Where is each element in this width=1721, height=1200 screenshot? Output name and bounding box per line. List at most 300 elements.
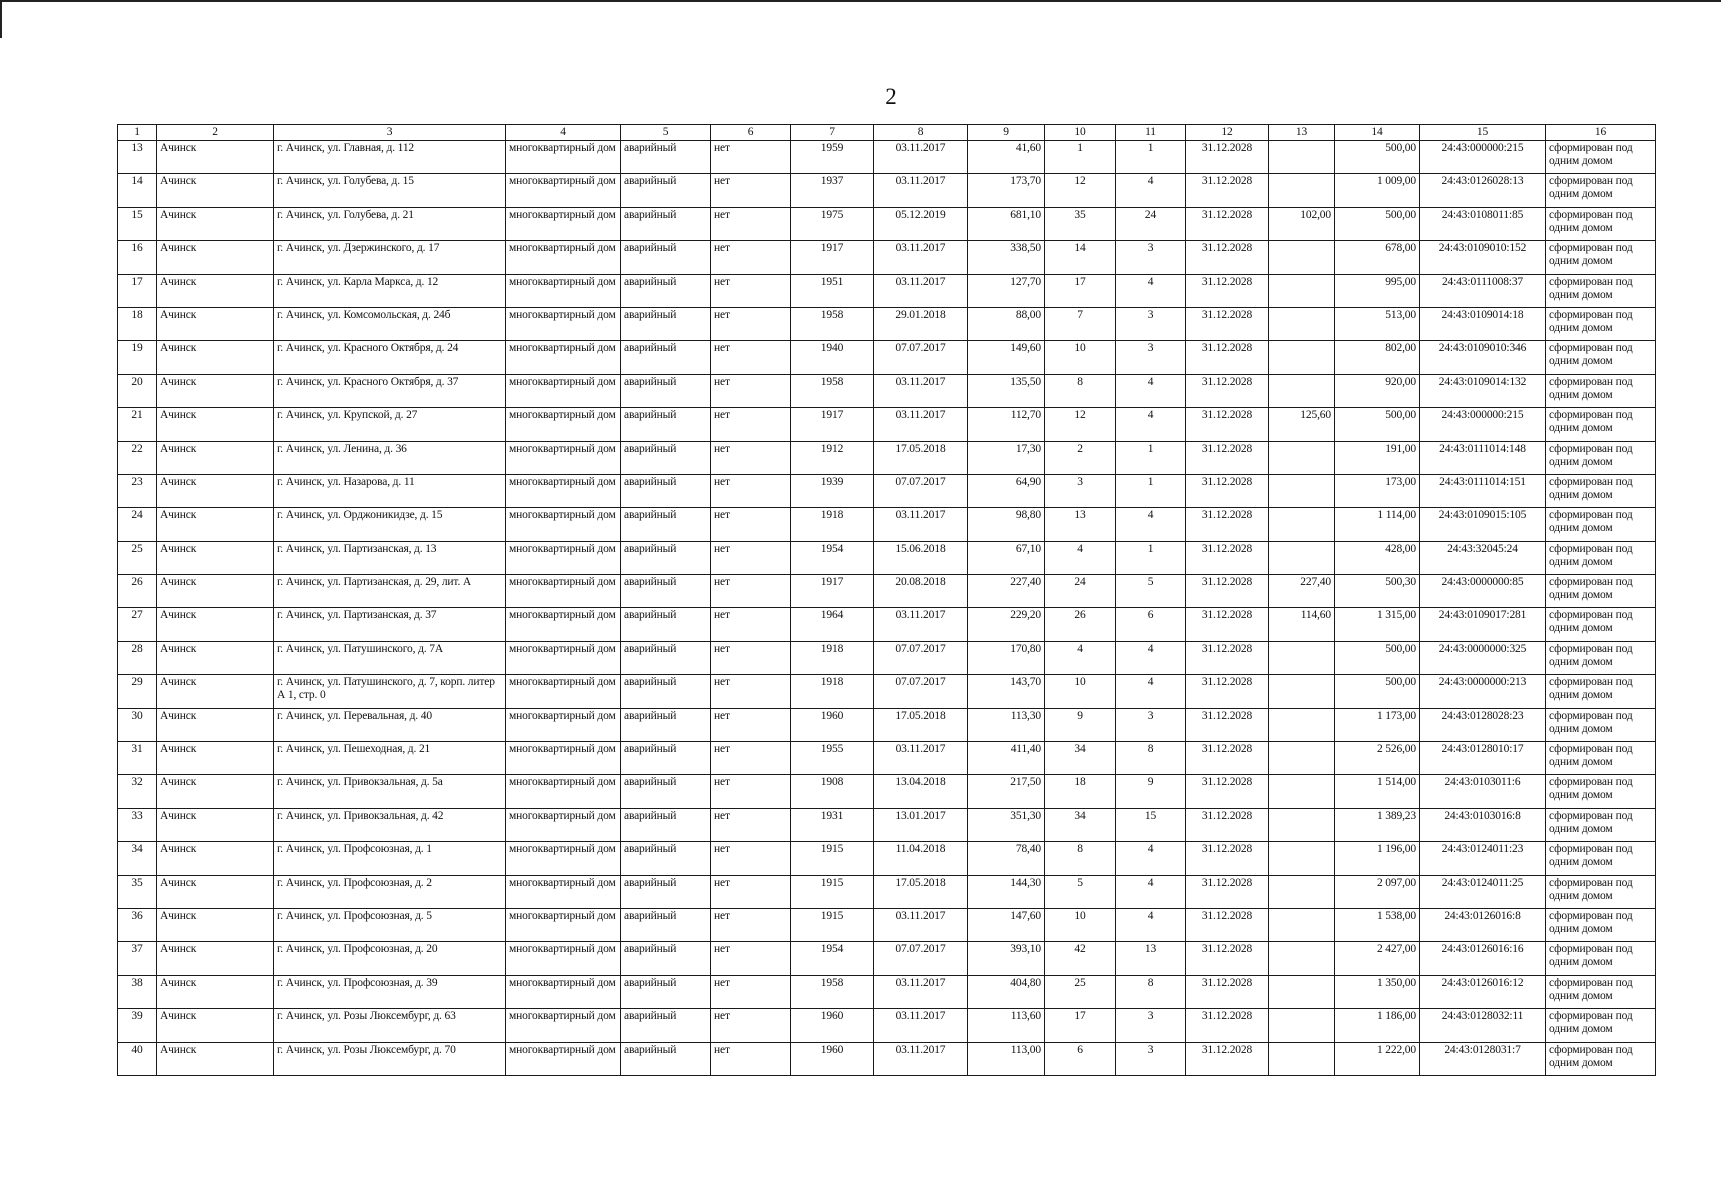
cell-col-16: сформирован под одним домом	[1546, 1009, 1656, 1042]
cell-col-6: нет	[711, 842, 791, 875]
cell-col-12: 31.12.2028	[1186, 274, 1269, 307]
cell-col-13	[1269, 374, 1335, 407]
cell-col-6: нет	[711, 241, 791, 274]
cell-col-3: г. Ачинск, ул. Розы Люксембург, д. 63	[274, 1009, 506, 1042]
cell-col-1: 35	[118, 875, 157, 908]
cell-col-15: 24:43:0126028:13	[1420, 174, 1546, 207]
cell-col-3: г. Ачинск, ул. Назарова, д. 11	[274, 474, 506, 507]
table-row	[118, 708, 1656, 741]
cell-col-13	[1269, 307, 1335, 340]
cell-col-4: многоквартирный дом	[506, 1009, 621, 1042]
cell-col-10: 42	[1045, 942, 1116, 975]
table-row	[118, 408, 1656, 441]
cell-col-5: аварийный	[621, 307, 711, 340]
cell-col-16: сформирован под одним домом	[1546, 742, 1656, 775]
cell-col-7: 1915	[791, 842, 874, 875]
cell-col-8: 03.11.2017	[874, 508, 968, 541]
cell-col-9: 681,10	[968, 207, 1045, 240]
cell-col-7: 1917	[791, 241, 874, 274]
cell-col-14: 1 186,00	[1335, 1009, 1420, 1042]
cell-col-7: 1975	[791, 207, 874, 240]
cell-col-7: 1908	[791, 775, 874, 808]
cell-col-7: 1964	[791, 608, 874, 641]
cell-col-2: Ачинск	[157, 875, 274, 908]
cell-col-7: 1917	[791, 408, 874, 441]
cell-col-2: Ачинск	[157, 474, 274, 507]
cell-col-15: 24:43:0126016:12	[1420, 975, 1546, 1008]
cell-col-13	[1269, 1042, 1335, 1075]
cell-col-4: многоквартирный дом	[506, 474, 621, 507]
cell-col-3: г. Ачинск, ул. Крупской, д. 27	[274, 408, 506, 441]
cell-col-8: 03.11.2017	[874, 742, 968, 775]
cell-col-16: сформирован под одним домом	[1546, 341, 1656, 374]
cell-col-13: 114,60	[1269, 608, 1335, 641]
cell-col-12: 31.12.2028	[1186, 1009, 1269, 1042]
cell-col-5: аварийный	[621, 207, 711, 240]
cell-col-4: многоквартирный дом	[506, 441, 621, 474]
cell-col-8: 15.06.2018	[874, 541, 968, 574]
cell-col-12: 31.12.2028	[1186, 1042, 1269, 1075]
cell-col-11: 15	[1116, 808, 1186, 841]
cell-col-11: 3	[1116, 1042, 1186, 1075]
cell-col-1: 18	[118, 307, 157, 340]
cell-col-6: нет	[711, 207, 791, 240]
cell-col-1: 20	[118, 374, 157, 407]
cell-col-11: 8	[1116, 742, 1186, 775]
cell-col-1: 16	[118, 241, 157, 274]
cell-col-4: многоквартирный дом	[506, 575, 621, 608]
cell-col-4: многоквартирный дом	[506, 174, 621, 207]
cell-col-4: многоквартирный дом	[506, 908, 621, 941]
cell-col-8: 03.11.2017	[874, 374, 968, 407]
cell-col-2: Ачинск	[157, 241, 274, 274]
cell-col-1: 15	[118, 207, 157, 240]
cell-col-13: 227,40	[1269, 575, 1335, 608]
cell-col-10: 35	[1045, 207, 1116, 240]
cell-col-5: аварийный	[621, 942, 711, 975]
cell-col-8: 03.11.2017	[874, 174, 968, 207]
cell-col-14: 500,00	[1335, 641, 1420, 674]
cell-col-16: сформирован под одним домом	[1546, 975, 1656, 1008]
cell-col-11: 24	[1116, 207, 1186, 240]
cell-col-14: 1 350,00	[1335, 975, 1420, 1008]
cell-col-12: 31.12.2028	[1186, 808, 1269, 841]
cell-col-6: нет	[711, 775, 791, 808]
cell-col-11: 4	[1116, 374, 1186, 407]
cell-col-2: Ачинск	[157, 641, 274, 674]
cell-col-14: 920,00	[1335, 374, 1420, 407]
cell-col-12: 31.12.2028	[1186, 174, 1269, 207]
cell-col-14: 500,00	[1335, 675, 1420, 708]
cell-col-11: 3	[1116, 1009, 1186, 1042]
cell-col-5: аварийный	[621, 775, 711, 808]
table-row	[118, 1009, 1656, 1042]
cell-col-2: Ачинск	[157, 341, 274, 374]
table-row	[118, 875, 1656, 908]
cell-col-1: 37	[118, 942, 157, 975]
cell-col-11: 13	[1116, 942, 1186, 975]
column-header-6: 6	[711, 125, 791, 141]
cell-col-11: 4	[1116, 508, 1186, 541]
cell-col-1: 19	[118, 341, 157, 374]
cell-col-13	[1269, 508, 1335, 541]
cell-col-2: Ачинск	[157, 975, 274, 1008]
cell-col-15: 24:43:0108011:85	[1420, 207, 1546, 240]
cell-col-12: 31.12.2028	[1186, 408, 1269, 441]
cell-col-9: 88,00	[968, 307, 1045, 340]
table-row	[118, 608, 1656, 641]
cell-col-3: г. Ачинск, ул. Профсоюзная, д. 20	[274, 942, 506, 975]
cell-col-2: Ачинск	[157, 742, 274, 775]
cell-col-2: Ачинск	[157, 441, 274, 474]
cell-col-12: 31.12.2028	[1186, 241, 1269, 274]
column-header-10: 10	[1045, 125, 1116, 141]
cell-col-3: г. Ачинск, ул. Патушинского, д. 7, корп. литер А 1, стр. 0	[274, 675, 506, 708]
cell-col-10: 2	[1045, 441, 1116, 474]
cell-col-7: 1959	[791, 141, 874, 174]
cell-col-13: 102,00	[1269, 207, 1335, 240]
cell-col-14: 1 196,00	[1335, 842, 1420, 875]
cell-col-16: сформирован под одним домом	[1546, 174, 1656, 207]
cell-col-6: нет	[711, 675, 791, 708]
cell-col-7: 1915	[791, 875, 874, 908]
cell-col-5: аварийный	[621, 141, 711, 174]
cell-col-3: г. Ачинск, ул. Профсоюзная, д. 39	[274, 975, 506, 1008]
column-header-11: 11	[1116, 125, 1186, 141]
table-row	[118, 274, 1656, 307]
cell-col-2: Ачинск	[157, 675, 274, 708]
cell-col-4: многоквартирный дом	[506, 708, 621, 741]
cell-col-16: сформирован под одним домом	[1546, 775, 1656, 808]
cell-col-2: Ачинск	[157, 808, 274, 841]
cell-col-16: сформирован под одним домом	[1546, 641, 1656, 674]
column-header-9: 9	[968, 125, 1045, 141]
column-header-12: 12	[1186, 125, 1269, 141]
cell-col-12: 31.12.2028	[1186, 975, 1269, 1008]
column-header-15: 15	[1420, 125, 1546, 141]
cell-col-10: 1	[1045, 141, 1116, 174]
cell-col-9: 17,30	[968, 441, 1045, 474]
cell-col-10: 10	[1045, 908, 1116, 941]
table-row	[118, 742, 1656, 775]
cell-col-6: нет	[711, 274, 791, 307]
cell-col-6: нет	[711, 1009, 791, 1042]
cell-col-7: 1917	[791, 575, 874, 608]
table-row	[118, 207, 1656, 240]
cell-col-11: 3	[1116, 341, 1186, 374]
cell-col-9: 113,60	[968, 1009, 1045, 1042]
cell-col-13	[1269, 742, 1335, 775]
cell-col-10: 5	[1045, 875, 1116, 908]
cell-col-10: 14	[1045, 241, 1116, 274]
cell-col-10: 26	[1045, 608, 1116, 641]
cell-col-11: 5	[1116, 575, 1186, 608]
cell-col-13	[1269, 675, 1335, 708]
cell-col-10: 25	[1045, 975, 1116, 1008]
cell-col-5: аварийный	[621, 508, 711, 541]
cell-col-6: нет	[711, 374, 791, 407]
cell-col-10: 17	[1045, 274, 1116, 307]
cell-col-16: сформирован под одним домом	[1546, 875, 1656, 908]
cell-col-1: 30	[118, 708, 157, 741]
table-row	[118, 374, 1656, 407]
column-header-4: 4	[506, 125, 621, 141]
cell-col-11: 1	[1116, 474, 1186, 507]
cell-col-9: 229,20	[968, 608, 1045, 641]
cell-col-4: многоквартирный дом	[506, 1042, 621, 1075]
cell-col-7: 1918	[791, 641, 874, 674]
cell-col-13	[1269, 842, 1335, 875]
cell-col-6: нет	[711, 1042, 791, 1075]
cell-col-7: 1958	[791, 975, 874, 1008]
cell-col-14: 1 114,00	[1335, 508, 1420, 541]
column-header-16: 16	[1546, 125, 1656, 141]
cell-col-6: нет	[711, 942, 791, 975]
cell-col-5: аварийный	[621, 641, 711, 674]
cell-col-12: 31.12.2028	[1186, 141, 1269, 174]
cell-col-16: сформирован под одним домом	[1546, 708, 1656, 741]
cell-col-10: 7	[1045, 307, 1116, 340]
table-row	[118, 541, 1656, 574]
table-row	[118, 675, 1656, 708]
cell-col-12: 31.12.2028	[1186, 207, 1269, 240]
table-row	[118, 575, 1656, 608]
cell-col-14: 1 315,00	[1335, 608, 1420, 641]
column-header-14: 14	[1335, 125, 1420, 141]
cell-col-2: Ачинск	[157, 508, 274, 541]
cell-col-9: 113,30	[968, 708, 1045, 741]
cell-col-9: 113,00	[968, 1042, 1045, 1075]
cell-col-10: 34	[1045, 742, 1116, 775]
cell-col-14: 500,00	[1335, 207, 1420, 240]
cell-col-7: 1937	[791, 174, 874, 207]
cell-col-2: Ачинск	[157, 307, 274, 340]
cell-col-7: 1958	[791, 307, 874, 340]
cell-col-16: сформирован под одним домом	[1546, 408, 1656, 441]
cell-col-11: 4	[1116, 408, 1186, 441]
cell-col-15: 24:43:0000000:213	[1420, 675, 1546, 708]
cell-col-5: аварийный	[621, 575, 711, 608]
cell-col-10: 18	[1045, 775, 1116, 808]
cell-col-5: аварийный	[621, 341, 711, 374]
cell-col-8: 03.11.2017	[874, 1042, 968, 1075]
cell-col-14: 1 514,00	[1335, 775, 1420, 808]
cell-col-11: 1	[1116, 441, 1186, 474]
table-row	[118, 307, 1656, 340]
cell-col-5: аварийный	[621, 808, 711, 841]
cell-col-11: 4	[1116, 875, 1186, 908]
cell-col-8: 13.04.2018	[874, 775, 968, 808]
cell-col-14: 513,00	[1335, 307, 1420, 340]
cell-col-10: 24	[1045, 575, 1116, 608]
cell-col-3: г. Ачинск, ул. Привокзальная, д. 5а	[274, 775, 506, 808]
cell-col-5: аварийный	[621, 842, 711, 875]
cell-col-6: нет	[711, 541, 791, 574]
cell-col-12: 31.12.2028	[1186, 474, 1269, 507]
cell-col-2: Ачинск	[157, 908, 274, 941]
cell-col-4: многоквартирный дом	[506, 408, 621, 441]
cell-col-12: 31.12.2028	[1186, 708, 1269, 741]
cell-col-13	[1269, 975, 1335, 1008]
cell-col-11: 3	[1116, 708, 1186, 741]
cell-col-6: нет	[711, 875, 791, 908]
cell-col-9: 170,80	[968, 641, 1045, 674]
cell-col-2: Ачинск	[157, 207, 274, 240]
cell-col-16: сформирован под одним домом	[1546, 575, 1656, 608]
cell-col-8: 03.11.2017	[874, 908, 968, 941]
cell-col-13	[1269, 908, 1335, 941]
cell-col-11: 8	[1116, 975, 1186, 1008]
cell-col-5: аварийный	[621, 908, 711, 941]
cell-col-13	[1269, 474, 1335, 507]
column-header-5: 5	[621, 125, 711, 141]
cell-col-16: сформирован под одним домом	[1546, 307, 1656, 340]
cell-col-4: многоквартирный дом	[506, 975, 621, 1008]
table-row	[118, 174, 1656, 207]
cell-col-4: многоквартирный дом	[506, 341, 621, 374]
cell-col-4: многоквартирный дом	[506, 374, 621, 407]
cell-col-5: аварийный	[621, 1042, 711, 1075]
cell-col-8: 13.01.2017	[874, 808, 968, 841]
cell-col-3: г. Ачинск, ул. Партизанская, д. 29, лит. А	[274, 575, 506, 608]
cell-col-5: аварийный	[621, 608, 711, 641]
cell-col-2: Ачинск	[157, 374, 274, 407]
cell-col-5: аварийный	[621, 1009, 711, 1042]
cell-col-9: 404,80	[968, 975, 1045, 1008]
cell-col-14: 1 222,00	[1335, 1042, 1420, 1075]
cell-col-4: многоквартирный дом	[506, 608, 621, 641]
cell-col-8: 03.11.2017	[874, 975, 968, 1008]
cell-col-1: 31	[118, 742, 157, 775]
cell-col-4: многоквартирный дом	[506, 842, 621, 875]
cell-col-8: 03.11.2017	[874, 274, 968, 307]
cell-col-12: 31.12.2028	[1186, 842, 1269, 875]
cell-col-14: 995,00	[1335, 274, 1420, 307]
table-row	[118, 1042, 1656, 1075]
cell-col-10: 3	[1045, 474, 1116, 507]
cell-col-7: 1958	[791, 374, 874, 407]
cell-col-2: Ачинск	[157, 141, 274, 174]
cell-col-1: 34	[118, 842, 157, 875]
cell-col-6: нет	[711, 908, 791, 941]
cell-col-13	[1269, 875, 1335, 908]
cell-col-2: Ачинск	[157, 942, 274, 975]
cell-col-13	[1269, 808, 1335, 841]
cell-col-15: 24:43:0128010:17	[1420, 742, 1546, 775]
cell-col-7: 1955	[791, 742, 874, 775]
cell-col-3: г. Ачинск, ул. Красного Октября, д. 37	[274, 374, 506, 407]
column-number-header-row	[118, 125, 1656, 141]
cell-col-14: 1 173,00	[1335, 708, 1420, 741]
cell-col-5: аварийный	[621, 742, 711, 775]
cell-col-15: 24:43:0103011:6	[1420, 775, 1546, 808]
column-header-13: 13	[1269, 125, 1335, 141]
cell-col-3: г. Ачинск, ул. Профсоюзная, д. 2	[274, 875, 506, 908]
cell-col-15: 24:43:0126016:16	[1420, 942, 1546, 975]
cell-col-9: 98,80	[968, 508, 1045, 541]
cell-col-12: 31.12.2028	[1186, 641, 1269, 674]
cell-col-15: 24:43:0111014:148	[1420, 441, 1546, 474]
cell-col-7: 1918	[791, 508, 874, 541]
cell-col-16: сформирован под одним домом	[1546, 942, 1656, 975]
cell-col-9: 147,60	[968, 908, 1045, 941]
table-row	[118, 975, 1656, 1008]
cell-col-1: 39	[118, 1009, 157, 1042]
cell-col-9: 227,40	[968, 575, 1045, 608]
cell-col-5: аварийный	[621, 274, 711, 307]
cell-col-4: многоквартирный дом	[506, 541, 621, 574]
cell-col-12: 31.12.2028	[1186, 575, 1269, 608]
cell-col-3: г. Ачинск, ул. Перевальная, д. 40	[274, 708, 506, 741]
cell-col-4: многоквартирный дом	[506, 141, 621, 174]
cell-col-3: г. Ачинск, ул. Патушинского, д. 7А	[274, 641, 506, 674]
cell-col-1: 17	[118, 274, 157, 307]
column-header-3: 3	[274, 125, 506, 141]
table-body	[118, 141, 1656, 1076]
cell-col-4: многоквартирный дом	[506, 742, 621, 775]
cell-col-8: 05.12.2019	[874, 207, 968, 240]
cell-col-3: г. Ачинск, ул. Комсомольская, д. 24б	[274, 307, 506, 340]
cell-col-11: 1	[1116, 541, 1186, 574]
scan-edge-top	[0, 0, 1721, 2]
cell-col-5: аварийный	[621, 241, 711, 274]
cell-col-5: аварийный	[621, 408, 711, 441]
cell-col-8: 07.07.2017	[874, 341, 968, 374]
cell-col-10: 8	[1045, 842, 1116, 875]
cell-col-3: г. Ачинск, ул. Профсоюзная, д. 5	[274, 908, 506, 941]
cell-col-5: аварийный	[621, 541, 711, 574]
cell-col-10: 10	[1045, 341, 1116, 374]
cell-col-2: Ачинск	[157, 1042, 274, 1075]
column-header-2: 2	[157, 125, 274, 141]
cell-col-4: многоквартирный дом	[506, 241, 621, 274]
cell-col-7: 1931	[791, 808, 874, 841]
cell-col-1: 33	[118, 808, 157, 841]
cell-col-2: Ачинск	[157, 708, 274, 741]
cell-col-12: 31.12.2028	[1186, 441, 1269, 474]
cell-col-7: 1954	[791, 942, 874, 975]
cell-col-15: 24:43:0128031:7	[1420, 1042, 1546, 1075]
cell-col-6: нет	[711, 341, 791, 374]
housing-registry-table	[117, 124, 1656, 1076]
cell-col-15: 24:43:0111014:151	[1420, 474, 1546, 507]
cell-col-12: 31.12.2028	[1186, 341, 1269, 374]
cell-col-13	[1269, 541, 1335, 574]
cell-col-8: 07.07.2017	[874, 474, 968, 507]
cell-col-10: 8	[1045, 374, 1116, 407]
cell-col-9: 112,70	[968, 408, 1045, 441]
cell-col-11: 4	[1116, 274, 1186, 307]
cell-col-3: г. Ачинск, ул. Партизанская, д. 13	[274, 541, 506, 574]
cell-col-15: 24:43:0128028:23	[1420, 708, 1546, 741]
table-row	[118, 942, 1656, 975]
cell-col-16: сформирован под одним домом	[1546, 808, 1656, 841]
cell-col-1: 24	[118, 508, 157, 541]
cell-col-5: аварийный	[621, 875, 711, 908]
cell-col-6: нет	[711, 508, 791, 541]
cell-col-15: 24:43:0109010:152	[1420, 241, 1546, 274]
cell-col-2: Ачинск	[157, 174, 274, 207]
cell-col-1: 25	[118, 541, 157, 574]
cell-col-4: многоквартирный дом	[506, 207, 621, 240]
cell-col-1: 21	[118, 408, 157, 441]
cell-col-4: многоквартирный дом	[506, 808, 621, 841]
cell-col-8: 17.05.2018	[874, 441, 968, 474]
cell-col-16: сформирован под одним домом	[1546, 508, 1656, 541]
cell-col-15: 24:43:0109015:105	[1420, 508, 1546, 541]
cell-col-10: 34	[1045, 808, 1116, 841]
cell-col-15: 24:43:0000000:325	[1420, 641, 1546, 674]
